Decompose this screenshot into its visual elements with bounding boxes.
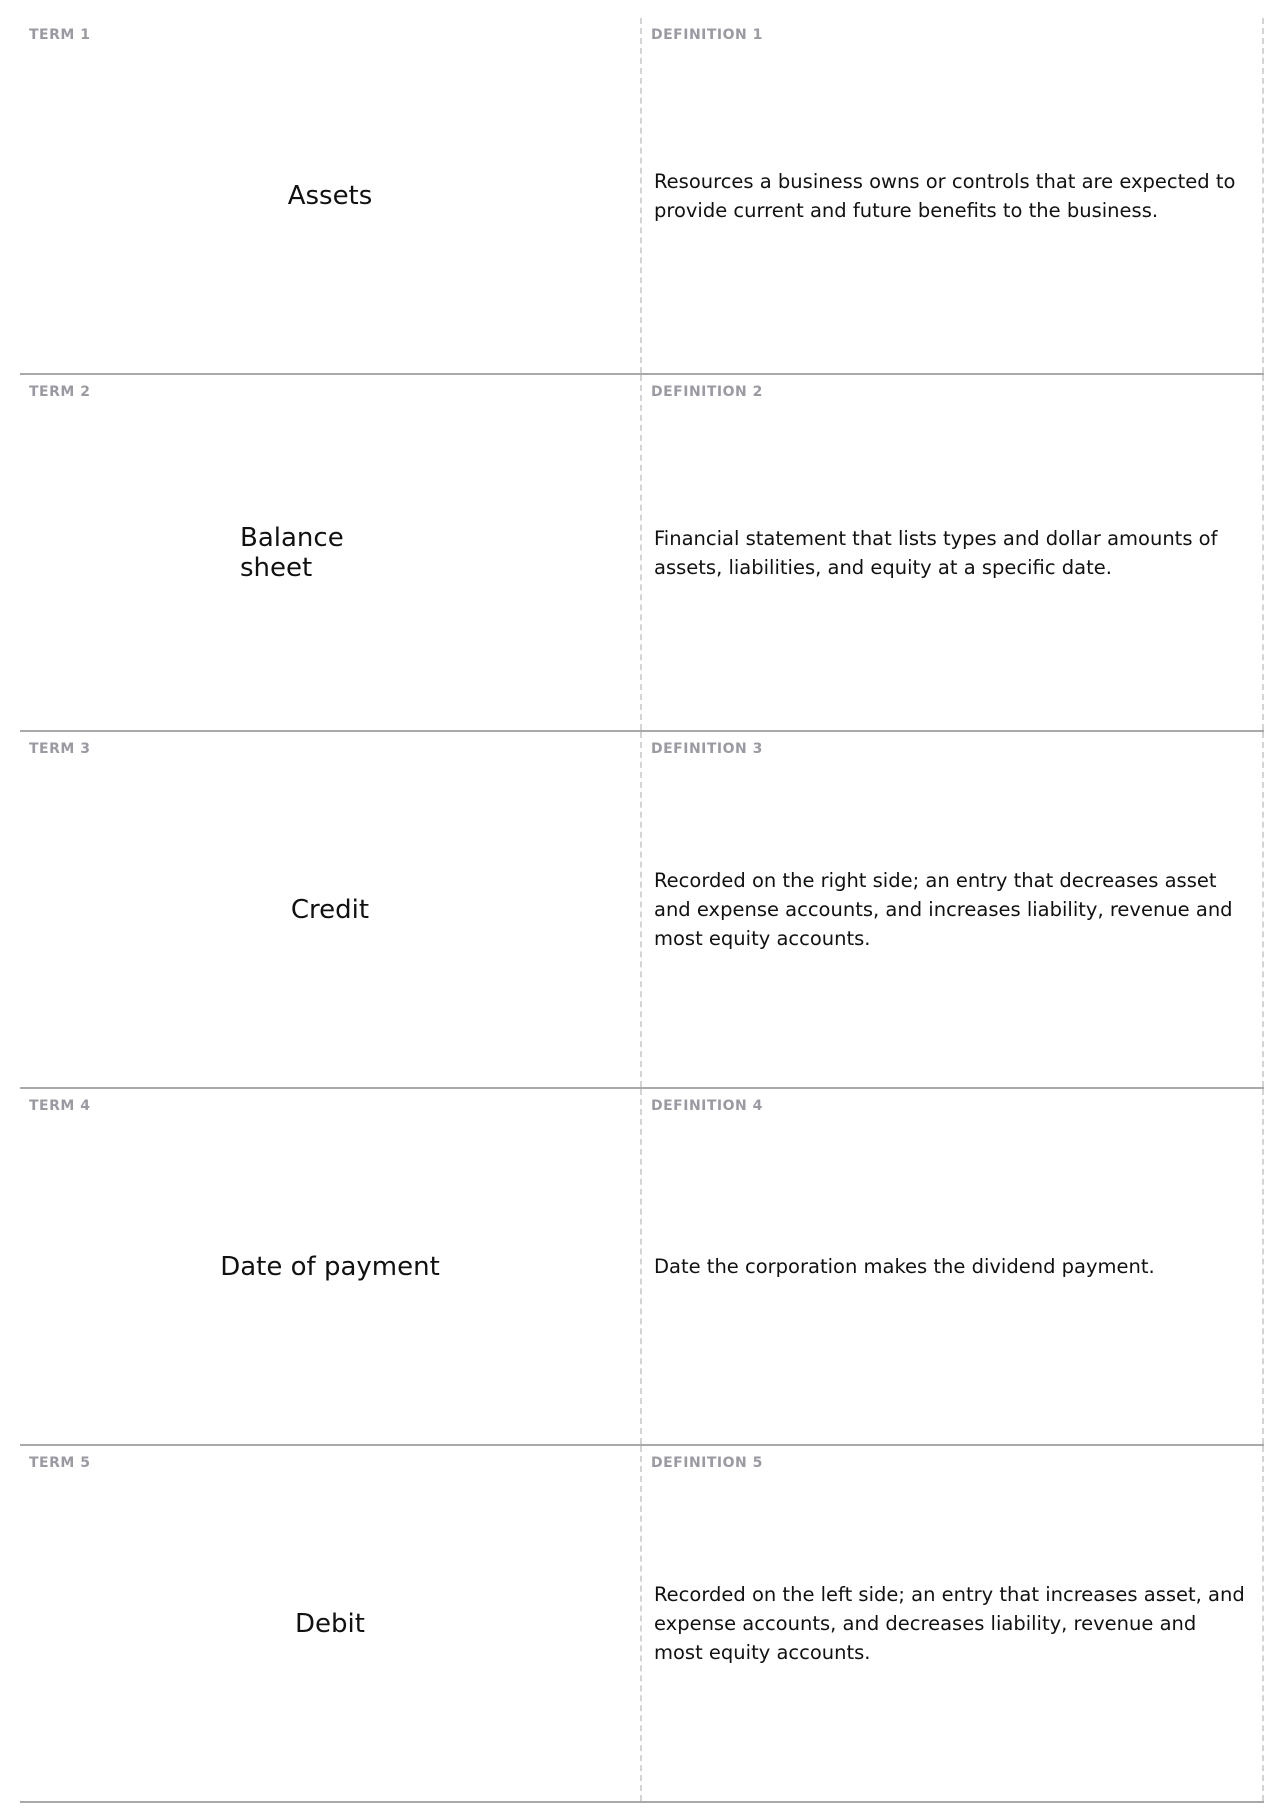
term-text: Date of payment <box>220 1251 440 1282</box>
definition-cell <box>642 1089 1264 1444</box>
definition-text: Recorded on the left side; an entry that increases asset, and expense accounts, and decreases liability, revenue and most equity accounts. <box>654 1583 1245 1664</box>
term-text: Assets <box>287 180 373 211</box>
definition-cell <box>642 1446 1264 1801</box>
definition-cell <box>642 18 1264 373</box>
definition-text: Financial statement that lists types and dollar amounts of assets, liabilities, and equity at a specific date. <box>654 526 1218 579</box>
flashcard-row <box>20 1089 1264 1446</box>
definition-label: DEFINITION 4 <box>651 1098 763 1114</box>
term-cell <box>20 1089 642 1444</box>
definition-label: DEFINITION 3 <box>651 741 763 757</box>
term-cell <box>20 1446 642 1801</box>
definition-text: Resources a business owns or controls that are expected to provide current and future benefits to the business. <box>654 169 1236 222</box>
term-cell <box>20 732 642 1087</box>
flashcard-row <box>20 375 1264 732</box>
definition-text: Date the corporation makes the dividend payment. <box>654 1255 1155 1278</box>
definition-label: DEFINITION 5 <box>651 1455 763 1471</box>
flashcard-sheet <box>20 18 1264 1803</box>
term-label: TERM 5 <box>29 1455 91 1471</box>
term-cell <box>20 18 642 373</box>
term-label: TERM 4 <box>29 1098 91 1114</box>
term-label: TERM 3 <box>29 741 91 757</box>
definition-text: Recorded on the right side; an entry that decreases asset and expense accounts, and increases liability, revenue and most equity accounts. <box>654 869 1233 950</box>
term-cell <box>20 375 642 730</box>
term-text: Debit <box>295 1608 365 1639</box>
definition-cell <box>642 732 1264 1087</box>
flashcard-row <box>20 1446 1264 1803</box>
definition-label: DEFINITION 1 <box>651 27 763 43</box>
definition-label: DEFINITION 2 <box>651 384 763 400</box>
term-text: Credit <box>290 894 370 925</box>
term-text: Balance sheet <box>240 522 344 583</box>
term-label: TERM 2 <box>29 384 91 400</box>
flashcard-row <box>20 18 1264 375</box>
flashcard-row <box>20 732 1264 1089</box>
term-label: TERM 1 <box>29 27 91 43</box>
definition-cell <box>642 375 1264 730</box>
